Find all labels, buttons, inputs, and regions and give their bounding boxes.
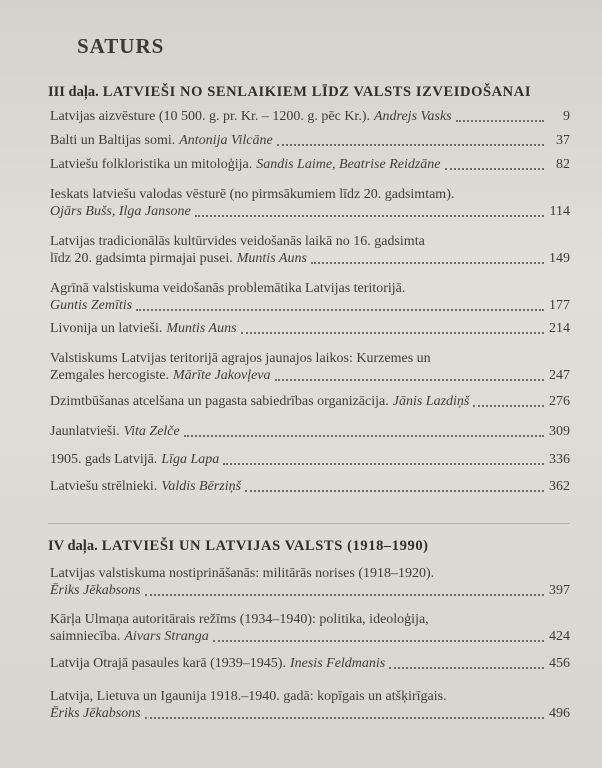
- dot-leader: [145, 594, 544, 596]
- toc-entry[interactable]: [50, 423, 570, 440]
- entry-title-line-1: Latvijas tradicionālās kultūrvides veidošanās laikā no 16. gadsimta: [50, 234, 425, 249]
- toc-entry[interactable]: [50, 350, 570, 384]
- dot-leader: [389, 667, 544, 669]
- part-3-heading: [48, 84, 568, 101]
- part-4-title: LATVIEŠI UN LATVIJAS VALSTS (1918–1990): [101, 538, 429, 554]
- entry-author: Vita Zelče: [123, 424, 180, 439]
- entry-title: Latvija, Lietuva un Igaunija 1918.–1940. gadā: kopīgais un atšķirīgais.: [50, 689, 447, 704]
- entry-title: Livonija un latvieši.: [50, 321, 163, 336]
- entry-title-line-1: Valstiskums Latvijas teritorijā agrajos jaunajos laikos: Kurzemes un: [50, 351, 431, 366]
- entry-author: Muntis Auns: [166, 321, 237, 336]
- entry-page-number: 424: [549, 629, 570, 644]
- dot-leader: [456, 120, 544, 122]
- toc-entry[interactable]: [50, 233, 570, 267]
- entry-author: Ēriks Jēkabsons: [50, 583, 141, 598]
- entry-author: Antonija Vilcāne: [179, 133, 273, 148]
- toc-entry[interactable]: [50, 451, 570, 468]
- dot-leader: [445, 168, 544, 170]
- entry-page-number: 82: [556, 157, 570, 172]
- entry-author: Inesis Feldmanis: [289, 656, 386, 671]
- section-divider: [48, 523, 570, 524]
- entry-page-number: 177: [549, 298, 570, 313]
- toc-entry[interactable]: [50, 478, 570, 495]
- entry-page-number: 496: [549, 706, 570, 721]
- part-4-number: IV daļa.: [48, 538, 98, 554]
- entry-page-number: 37: [556, 133, 570, 148]
- part-3-title: LATVIEŠI NO SENLAIKIEM LĪDZ VALSTS IZVEIDOŠANAI: [102, 84, 532, 100]
- entry-author: Muntis Auns: [236, 251, 307, 266]
- entry-title-line-1: Kārļa Ulmaņa autoritārais režīms (1934–1940): politika, ideoloģija,: [50, 612, 429, 627]
- entry-title: Latviešu folkloristika un mitoloģija.: [50, 157, 253, 172]
- entry-author: Valdis Bērziņš: [161, 479, 242, 494]
- entry-title: Latvija Otrajā pasaules karā (1939–1945).: [50, 656, 286, 671]
- dot-leader: [223, 463, 544, 465]
- entry-title: Latvijas valstiskuma nostiprināšanās: militārās norises (1918–1920).: [50, 566, 435, 581]
- entry-title: Dzimtbūšanas atcelšana un pagasta sabiedrības organizācija.: [50, 394, 389, 409]
- entry-title: Balti un Baltijas somi.: [50, 133, 176, 148]
- entry-page-number: 114: [549, 204, 570, 219]
- entry-title: Agrīnā valstiskuma veidošanās problemātika Latvijas teritorijā.: [50, 281, 406, 296]
- entry-page-number: 9: [563, 109, 570, 124]
- entry-author: Aivars Stranga: [124, 629, 209, 644]
- dot-leader: [213, 640, 544, 642]
- entry-page-number: 247: [549, 368, 570, 383]
- dot-leader: [245, 490, 544, 492]
- entry-author: Guntis Zemītis: [50, 298, 133, 313]
- entry-title: Jaunlatvieši.: [50, 424, 120, 439]
- dot-leader: [195, 215, 544, 217]
- toc-entry[interactable]: [50, 108, 570, 125]
- entry-author: Jānis Lazdiņš: [392, 394, 470, 409]
- entry-author: Sandis Laime, Beatrise Reidzāne: [256, 157, 441, 172]
- toc-entry[interactable]: [50, 186, 570, 220]
- entry-page-number: 309: [549, 424, 570, 439]
- part-4-heading: [48, 538, 568, 555]
- toc-entry[interactable]: [50, 655, 570, 672]
- dot-leader: [275, 379, 544, 381]
- entry-author: Andrejs Vasks: [373, 109, 452, 124]
- toc-entry[interactable]: [50, 280, 570, 314]
- entry-title-line-2: līdz 20. gadsimta pirmajai pusei.: [50, 251, 233, 266]
- dot-leader: [145, 717, 544, 719]
- entry-title-line-2: Zemgales hercogiste.: [50, 368, 169, 383]
- entry-author: Ojārs Bušs, Ilga Jansone: [50, 204, 191, 219]
- entry-page-number: 362: [549, 479, 570, 494]
- part-3-number: III daļa.: [48, 84, 99, 100]
- entry-title: 1905. gads Latvijā.: [50, 452, 158, 467]
- entry-title: Ieskats latviešu valodas vēsturē (no pirmsākumiem līdz 20. gadsimtam).: [50, 187, 455, 202]
- entry-page-number: 149: [549, 251, 570, 266]
- toc-entry[interactable]: [50, 156, 570, 173]
- entry-title: Latviešu strēlnieki.: [50, 479, 158, 494]
- dot-leader: [473, 405, 544, 407]
- entry-author: Līga Lapa: [161, 452, 220, 467]
- entry-page-number: 336: [549, 452, 570, 467]
- toc-entry[interactable]: [50, 688, 570, 722]
- entry-page-number: 214: [549, 321, 570, 336]
- entry-author: Mārīte Jakovļeva: [172, 368, 271, 383]
- entry-title-line-2: saimniecība.: [50, 629, 121, 644]
- toc-entry[interactable]: [50, 565, 570, 599]
- dot-leader: [311, 262, 544, 264]
- entry-page-number: 397: [549, 583, 570, 598]
- toc-entry[interactable]: [50, 393, 570, 410]
- entry-title: Latvijas aizvēsture (10 500. g. pr. Kr. – 1200. g. pēc Kr.).: [50, 109, 370, 124]
- page-title: SATURS: [77, 34, 165, 58]
- dot-leader: [241, 332, 544, 334]
- toc-entry[interactable]: [50, 132, 570, 149]
- dot-leader: [277, 144, 544, 146]
- entry-author: Ēriks Jēkabsons: [50, 706, 141, 721]
- dot-leader: [184, 435, 544, 437]
- entry-page-number: 276: [549, 394, 570, 409]
- toc-entry[interactable]: [50, 320, 570, 337]
- dot-leader: [136, 309, 544, 311]
- toc-entry[interactable]: [50, 611, 570, 645]
- entry-page-number: 456: [549, 656, 570, 671]
